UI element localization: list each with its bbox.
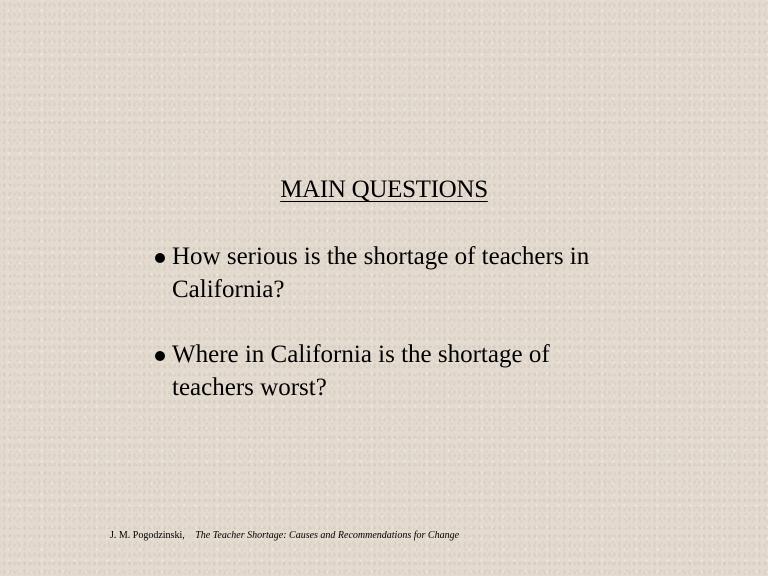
footer-author: J. M. Pogodzinski, bbox=[110, 530, 185, 541]
bullet-text: Where in California is the shortage of teachers worst? bbox=[172, 341, 550, 401]
footer-work-title: The Teacher Shortage: Causes and Recommendations for Change bbox=[195, 530, 460, 541]
bullet-item bbox=[152, 338, 632, 404]
footer-citation bbox=[110, 530, 459, 541]
bullet-text: How serious is the shortage of teachers in California? bbox=[172, 243, 590, 303]
bullet-list bbox=[152, 240, 632, 436]
bullet-item bbox=[152, 240, 632, 306]
bullet-dot-icon bbox=[155, 253, 165, 263]
slide-title: MAIN QUESTIONS bbox=[280, 176, 488, 203]
bullet-dot-icon bbox=[155, 351, 165, 361]
